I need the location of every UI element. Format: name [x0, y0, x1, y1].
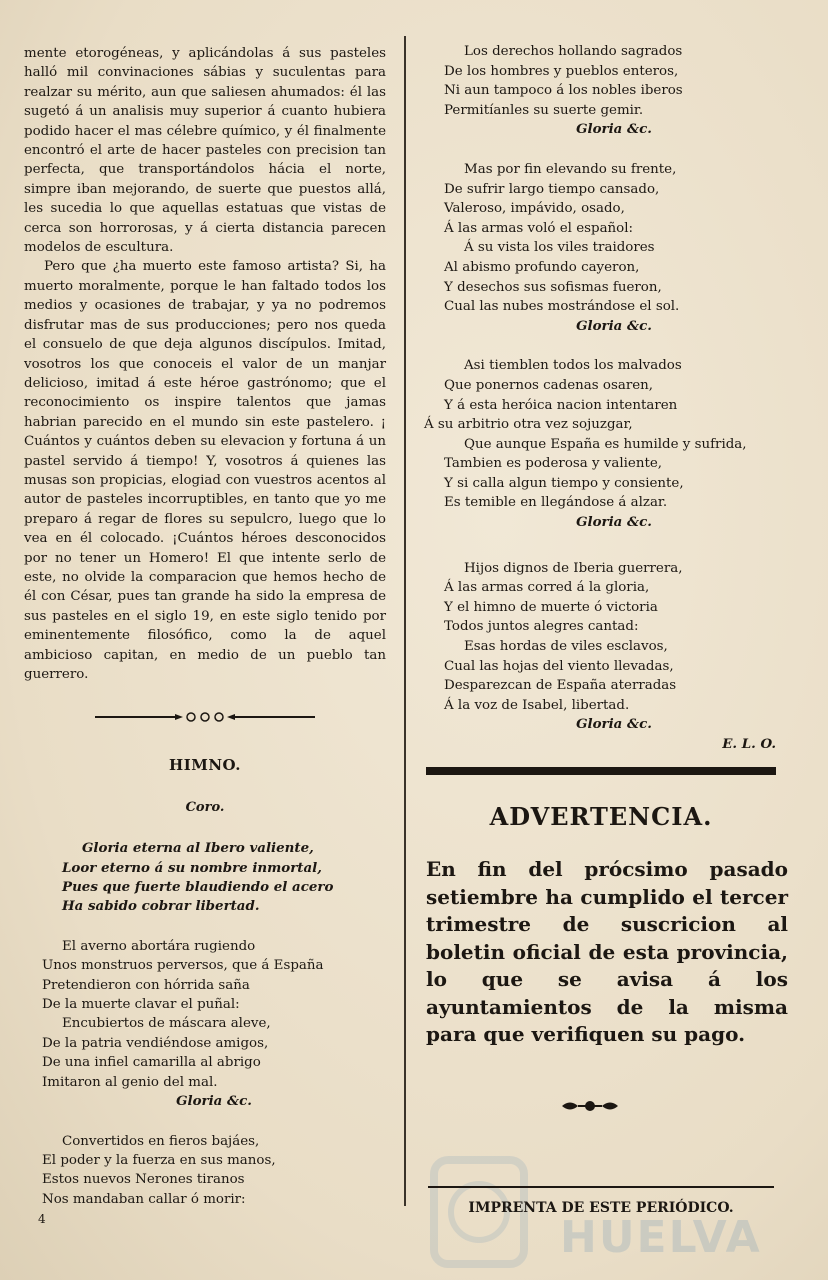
verse-line: Á las armas corred á la gloria,	[444, 580, 650, 596]
verse-line: Convertidos en fieros bajáes,	[62, 1133, 260, 1149]
column-rule	[404, 36, 406, 1206]
divider-ornament	[95, 710, 315, 724]
hymn-title: HIMNO.	[169, 756, 241, 775]
verse-line: Imitaron al genio del mal.	[42, 1074, 218, 1090]
verse-line: Á su vista los viles traidores	[464, 240, 655, 256]
verse-line: Mas por fin elevando su frente,	[464, 161, 677, 177]
verse-line: Que ponernos cadenas osaren,	[444, 377, 654, 393]
verse-line: El poder y la fuerza en sus manos,	[42, 1152, 276, 1168]
verse-line: Y si calla algun tiempo y consiente,	[444, 475, 684, 491]
verse-line: Ha sabido cobrar libertad.	[62, 898, 260, 915]
verse-line: De sufrir largo tiempo cansado,	[444, 181, 660, 197]
refrain: Gloria &c.	[576, 716, 652, 733]
verse-line: Hijos dignos de Iberia guerrera,	[464, 560, 683, 576]
watermark-text: HUELVA	[560, 1212, 762, 1263]
verse-line: Ni aun tampoco á los nobles iberos	[444, 83, 683, 99]
verse-line: De la muerte clavar el puñal:	[42, 997, 240, 1013]
prose-paragraph-1: mente etorogéneas, y aplicándolas á sus pasteles halló mil convinaciones sábias y suculentas para realzar su mérito, aun que saliesen ahumados: él las sugetó á un analisis muy superior á cuanto hubiera podido hacer el mas célebre químico, y él finalmente encontró el arte de hacer pasteles con precision tan perfecta, que transportándolos hácia el norte, simpre iban mejorando, de suerte que puestos allá, les sucedia lo que aquellas estatuas que vistas de cerca son horrorosas, y á cierta distancia parecen modelos de escultura.	[24, 46, 386, 256]
verse-line: Y el himno de muerte ó victoria	[444, 599, 658, 615]
verse-line: Es temible en llegándose á alzar.	[444, 495, 668, 511]
page-mark: 4	[38, 1212, 46, 1226]
verse-line: Asi tiemblen todos los malvados	[464, 358, 682, 374]
verse-line: El averno abortára rugiendo	[62, 938, 256, 954]
section-rule	[426, 767, 776, 775]
stanza-4	[424, 356, 804, 532]
verse-line: Á las armas voló el español:	[444, 220, 634, 236]
signature: E. L. O.	[722, 736, 776, 752]
verse-line: Unos monstruos perversos, que á España	[42, 958, 324, 974]
verse-line: Al abismo profundo cayeron,	[444, 259, 640, 275]
stanza-5	[424, 559, 804, 755]
verse-line: De una infiel camarilla al abrigo	[42, 1055, 261, 1071]
verse-line: Que aunque España es humilde y sufrida,	[464, 436, 747, 452]
verse-line: Pretendieron con hórrida saña	[42, 977, 250, 993]
verse-line: Los derechos hollando sagrados	[464, 44, 683, 59]
verse-line: Todos juntos alegres cantad:	[444, 619, 639, 635]
verse-line: Cual las nubes mostrándose el sol.	[444, 299, 680, 315]
fleuron-ornament-icon	[560, 1098, 620, 1114]
refrain: Gloria &c.	[176, 1093, 252, 1110]
verse-line: Pues que fuerte blaudiendo el acero	[62, 879, 334, 896]
verse-line: Cual las hojas del viento llevadas,	[444, 658, 674, 674]
prose-paragraph-2: Pero que ¿ha muerto este famoso artista? Si, ha muerto moralmente, porque le han faltado todos los medios y ocasiones de trabajar, y ya no podremos disfrutar mas de sus producciones; pero nos queda el consuelo de que deja algunos discípulos. Imitad, vosotros los que conoceis el valor de un manjar delicioso, imitad á este héroe gastrónomo; que el reconocimiento os inspire talentos que jamas habrian parecido en el mundo sin este pastelero. ¡ Cuántos y cuántos deben su elevacion y fortuna á un pastel servido á tiempo! Y, vosotros á quienes las musas son propicias, elogiad con vuestros acentos al autor de pasteles incorruptibles, en tanto que yo me preparo á regar de flores su sepulcro, luego que lo vea en él colocado. ¡Cuántos héroes desconocidos por no tener un Homero! El que intente serlo de este, no olvide la comparacion que hemos hecho de él con César, pues tan grande ha sido la empresa de sus pasteles en el siglo 19, en este siglo tenido por eminentemente filosófico, como la de aquel ambicioso capitan, en medio de un pueblo tan guerrero.	[24, 259, 386, 682]
advertencia-title: ADVERTENCIA.	[489, 802, 713, 831]
stanza-1	[24, 937, 386, 1112]
left-column	[24, 44, 386, 1229]
verse-line: Desparezcan de España aterradas	[444, 678, 677, 694]
verse-line: Esas hordas de viles esclavos,	[464, 639, 668, 655]
stanza-2-continued	[424, 42, 804, 140]
verse-line: De los hombres y pueblos enteros,	[444, 63, 679, 79]
verse-line: De la patria vendiéndose amigos,	[42, 1035, 269, 1051]
verse-line: Tambien es poderosa y valiente,	[444, 456, 663, 472]
verse-line: Y desechos sus sofismas fueron,	[444, 279, 662, 295]
imprenta-footer: IMPRENTA DE ESTE PERIÓDICO.	[468, 1200, 734, 1216]
refrain: Gloria &c.	[576, 121, 652, 138]
verse-line: Encubiertos de máscara aleve,	[62, 1016, 271, 1032]
verse-line: Permitíanles su suerte gemir.	[444, 102, 644, 118]
verse-line: Loor eterno á su nombre inmortal,	[62, 859, 322, 876]
verse-line: Á su arbitrio otra vez sojuzgar,	[424, 417, 633, 433]
verse-line: Valeroso, impávido, osado,	[444, 201, 625, 217]
verse-line: Nos mandaban callar ó morir:	[42, 1191, 246, 1207]
advertencia-body: En fin del prócsimo pasado setiembre ha cumplido el tercer trimestre de suscricion al boletin oficial de esta provincia, lo que se avisa á los ayuntamientos de la misma para que verifiquen su pago.	[426, 857, 788, 1046]
stanza-3	[424, 160, 804, 336]
article-prose	[24, 44, 386, 684]
refrain: Gloria &c.	[576, 317, 652, 334]
right-column	[424, 42, 804, 775]
footer-rule	[428, 1186, 774, 1188]
refrain: Gloria &c.	[576, 514, 652, 531]
verse-line: Gloria eterna al Ibero valiente,	[82, 840, 314, 857]
stanza-2	[24, 1132, 386, 1210]
verse-line: Á la voz de Isabel, libertad.	[444, 697, 630, 713]
coro-stanza	[24, 839, 386, 917]
coro-label: Coro.	[185, 799, 225, 815]
verse-line: Y á esta heróica nacion intentaren	[444, 397, 678, 413]
verse-line: Estos nuevos Nerones tiranos	[42, 1172, 245, 1188]
